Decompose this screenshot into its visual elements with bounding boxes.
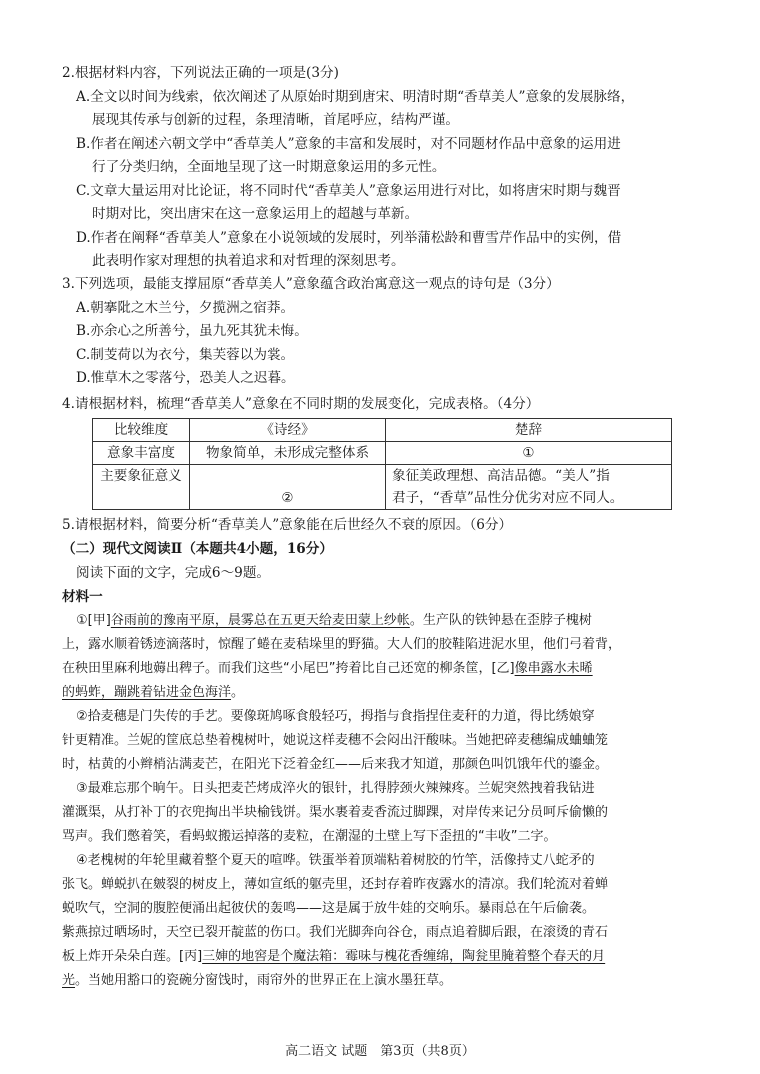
p1-line-1 [76, 610, 592, 632]
blank-1: ① [386, 442, 672, 465]
p4-line-6-end: 。当她用豁口的瓷碗分窗饯时，雨帘外的世界正在上演水墨狂草。 [75, 973, 453, 988]
table-header-cell: 比较维度 [93, 419, 190, 442]
p3-line-1: ③最难忘那个晌午。日头把麦芒烤成淬火的银针，扎得脖颈火辣辣疼。兰妮突然拽着我钻进 [76, 781, 595, 796]
p4-line-5-text: 板上炸开朵朵白莲。[丙] [62, 949, 203, 964]
material-title: 材料一 [62, 589, 103, 605]
p1-line-4 [62, 682, 244, 704]
table-cell-line: 君子，“香草”品性分优劣对应不同人。 [392, 490, 624, 506]
table-header-cell: 《诗经》 [190, 419, 386, 442]
p4-line-6 [62, 970, 452, 992]
table-cell-line: 象征美政理想、高洁品德。“美人”指 [392, 468, 610, 484]
table-cell: 物象简单，未形成完整体系 [190, 442, 386, 465]
table-row [93, 465, 672, 510]
p4-line-1: ④老槐树的年轮里藏着整个夏天的喧哗。铁蛋举着顶端粘着树胶的竹竿，活像持丈八蛇矛的 [76, 853, 595, 868]
p2-line-3: 时，枯黄的小辫梢沾满麦芒，在阳光下泛着金红——后来我才知道，那颜色叫饥饿年代的鎏金。 [62, 757, 609, 772]
table-header-cell: 楚辞 [386, 419, 672, 442]
q2-option-d: D.作者在阐释“香草美人”意象在小说领域的发展时，列举蒲松龄和曹雪芹作品中的实例，借 [76, 230, 622, 246]
table-cell [386, 465, 672, 510]
table-cell: 意象丰富度 [93, 442, 190, 465]
p1-rest: 。生产队的铁钟悬在歪脖子槐树 [409, 613, 592, 628]
underline-jia: 谷雨前的豫南平原，晨雾总在五更天给麦田蒙上纱帐 [110, 613, 410, 628]
q2-option-a: A.全文以时间为线索，依次阐述了从原始时期到唐宋、明清时期“香草美人”意象的发展脉络， [76, 89, 635, 105]
table-header-row [93, 419, 672, 442]
q3-stem: 3.下列选项，最能支撑屈原“香草美人”意象蕴含政治寓意这一观点的诗句是（3分） [62, 276, 560, 292]
p4-line-2: 张飞。蝉蜕扒在皴裂的树皮上，薄如宣纸的躯壳里，还封存着昨夜露水的清凉。我们轮流对着蝉 [62, 877, 609, 892]
q2-option-a-cont: 展现其传承与创新的过程，条理清晰，首尾呼应，结构严谨。 [92, 112, 460, 128]
p2-line-2: 针更精准。兰妮的筐底总垫着槐树叶，她说这样麦穗不会闷出汗酸味。当她把碎麦穗编成蛐蛐笼 [62, 733, 609, 748]
q3-option-d: D.惟草木之零落兮，恐美人之迟暮。 [76, 370, 295, 386]
p4-line-5 [62, 946, 605, 968]
table-row [93, 442, 672, 465]
p4-line-3: 蜕吹气，空洞的腹腔便涌出起彼伏的轰鸣——这是属于放牛娃的交响乐。暴雨总在午后偷袭。 [62, 901, 596, 916]
p1-line-3-text: 在秧田里麻利地薅出稗子。而我们这些“小尾巴”挎着比自己还宽的柳条筐，[乙] [62, 661, 515, 676]
p3-line-2: 灌溉渠，从打补丁的衣兜掏出半块榆钱饼。渠水裹着麦香流过脚踝，对岸传来记分员呵斥偷懒的 [62, 805, 609, 820]
p1-line-3 [62, 658, 593, 680]
page-footer: 高二语文 试题 第3页（共8页） [285, 1044, 475, 1059]
p3-line-3: 骂声。我们憋着笑，看蚂蚁搬运掉落的麦粒，在潮湿的土壁上写下歪扭的“丰收”二字。 [62, 829, 557, 844]
q2-option-b: B.作者在阐述六朝文学中“香草美人”意象的丰富和发展时，对不同题材作品中意象的运用进 [76, 136, 621, 152]
p4-line-4: 紫燕掠过晒场时，天空已裂开靛蓝的伤口。我们光脚奔向谷仓，雨点追着脚后跟，在滚烫的青石 [62, 925, 609, 940]
blank-2: ② [190, 465, 386, 510]
q2-option-d-cont: 此表明作家对理想的执着追求和对哲理的深刻思考。 [92, 253, 405, 269]
underline-yi: 像串露水未晞 [514, 661, 593, 676]
table-cell: 主要象征意义 [93, 465, 190, 510]
q3-option-b: B.亦余心之所善兮，虽九死其犹未悔。 [76, 323, 308, 339]
q2-option-c-cont: 时期对比，突出唐宋在这一意象运用上的超越与革新。 [92, 206, 419, 222]
q2-option-c: C.文章大量运用对比论证，将不同时代“香草美人”意象运用进行对比，如将唐宋时期与魏晋 [76, 183, 621, 199]
q2-option-b-cont: 行了分类归纳，全面地呈现了这一时期意象运用的多元性。 [92, 159, 446, 175]
p1-line-2: 上，露水顺着锈迹滴落时，惊醒了蜷在麦秸垛里的野猫。大人们的胶鞋陷进泥水里，他们弓着背， [62, 637, 622, 652]
comparison-table [92, 418, 672, 510]
underline-bing: 三婶的地窖是个魔法箱：霉味与槐花香缠绵，陶瓮里腌着整个春天的月 [202, 949, 606, 964]
underline-yi-cont: 的蚂蚱，蹦跳着钻进金色海洋 [62, 685, 232, 700]
p1-start: ①[甲] [76, 613, 111, 628]
p2-line-1: ②拾麦穗是门失传的手艺。要像斑鸠啄食般轻巧，拇指与食指捏住麦秆的力道，得比绣娘穿 [76, 709, 595, 724]
p1-line-4-end: 。 [231, 685, 245, 700]
section-title: （二）现代文阅读Ⅱ（本题共4小题，16分） [62, 541, 333, 557]
underline-bing-cont: 光 [62, 973, 76, 988]
q4-stem: 4.请根据材料，梳理“香草美人”意象在不同时期的发展变化，完成表格。（4分） [62, 396, 540, 412]
q3-option-c: C.制芰荷以为衣兮，集芙蓉以为裳。 [76, 347, 295, 363]
q3-option-a: A.朝搴阰之木兰兮，夕揽洲之宿莽。 [76, 300, 295, 316]
q2-stem: 2.根据材料内容，下列说法正确的一项是(3分) [62, 65, 339, 81]
section-instruction: 阅读下面的文字，完成6～9题。 [76, 565, 271, 581]
q5-stem: 5.请根据材料，简要分析“香草美人”意象能在后世经久不衰的原因。（6分） [62, 517, 513, 533]
